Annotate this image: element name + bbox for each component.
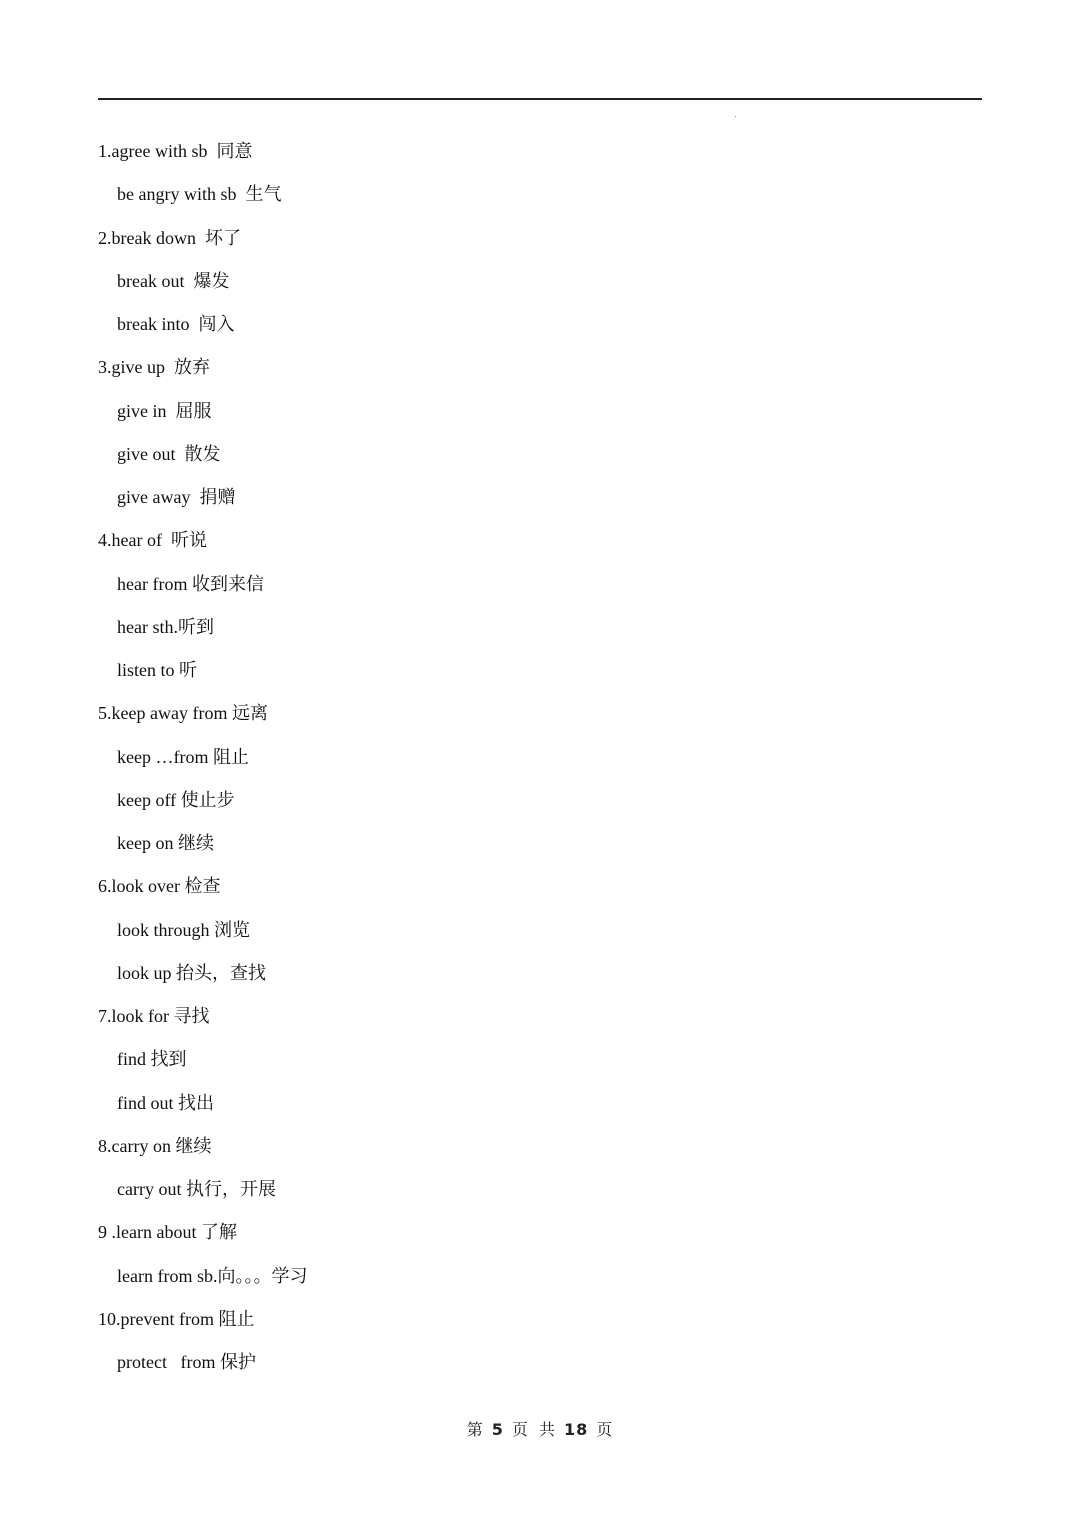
phrase-line: learn from sb.向。。。学习 <box>117 1265 308 1286</box>
phrase-list <box>0 137 1080 1391</box>
phrase-line: 4.hear of 听说 <box>98 530 207 551</box>
phrase-line: 10.prevent from 阻止 <box>98 1308 255 1329</box>
phrase-line: hear sth.听到 <box>117 616 214 637</box>
phrase-line: 3.give up 放弃 <box>98 357 210 378</box>
phrase-line: break into 闯入 <box>117 314 235 334</box>
phrase-line: 8.carry on 继续 <box>98 1135 212 1156</box>
phrase-line: 1.agree with sb 同意 <box>98 141 253 161</box>
page-footer <box>0 1417 1080 1440</box>
phrase-line: carry out 执行，开展 <box>117 1179 276 1199</box>
phrase-line: be angry with sb 生气 <box>117 184 282 205</box>
footer-prefix: 第 <box>466 1420 484 1439</box>
phrase-line: find out 找出 <box>117 1092 214 1113</box>
phrase-line: look up 抬头，查找 <box>117 962 267 983</box>
phrase-line: keep …from 阻止 <box>117 746 249 767</box>
footer-suffix: 页 <box>596 1420 614 1439</box>
phrase-line: keep off 使止步 <box>117 789 235 810</box>
current-page-number: 5 <box>491 1420 504 1439</box>
phrase-line: break out 爆发 <box>117 270 230 291</box>
phrase-line: look through 浏览 <box>117 919 250 940</box>
phrase-line: 5.keep away from 远离 <box>98 703 268 724</box>
phrase-line: 6.look over 检查 <box>98 876 221 897</box>
phrase-line: 9 .learn about 了解 <box>98 1222 237 1243</box>
phrase-line: give away 捐赠 <box>117 487 236 507</box>
phrase-line: listen to 听 <box>117 660 197 680</box>
footer-total-word: 共 <box>538 1420 556 1439</box>
phrase-line: 2.break down 坏了 <box>98 227 241 248</box>
phrase-line: find 找到 <box>117 1049 187 1070</box>
scan-speck <box>735 116 736 117</box>
total-page-count: 18 <box>564 1420 589 1439</box>
phrase-line: 7.look for 寻找 <box>98 1006 210 1026</box>
phrase-line: keep on 继续 <box>117 833 214 853</box>
phrase-line: protect from 保护 <box>117 1352 256 1372</box>
phrase-line: hear from 收到来信 <box>117 573 264 594</box>
phrase-line: give out 散发 <box>117 443 221 464</box>
phrase-line: give in 屈服 <box>117 400 212 421</box>
header-rule <box>98 98 982 100</box>
footer-page-word: 页 <box>511 1420 529 1439</box>
